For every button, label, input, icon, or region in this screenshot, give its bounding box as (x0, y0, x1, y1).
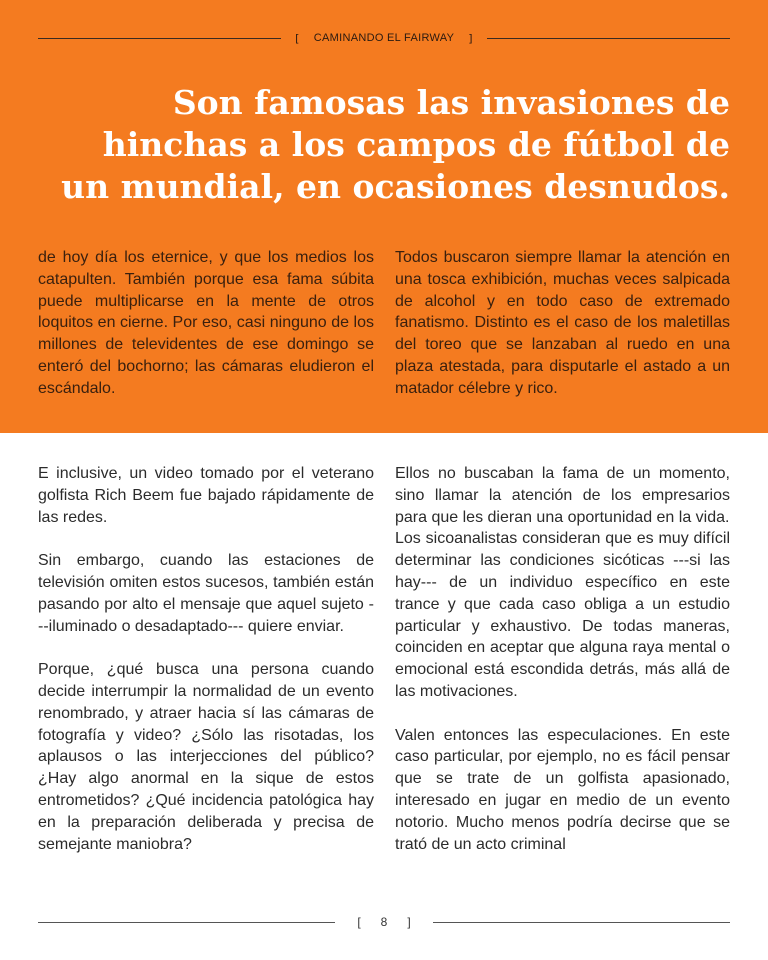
header-rule-left (38, 38, 281, 39)
header-rule-right (487, 38, 730, 39)
page-number: 8 (380, 915, 388, 929)
running-header (38, 28, 730, 48)
section-label (281, 32, 487, 45)
page-footer (38, 912, 730, 932)
footer-rule-left (38, 922, 335, 923)
paragraph: Sin embargo, cuando las estaciones de televisión omiten estos sucesos, también están pasando por alto el mensaje que aquel sujeto ---iluminado o desadaptado--- quiere enviar. (38, 552, 374, 635)
header-bracket-open: [ (295, 31, 300, 45)
section-name: CAMINANDO EL FAIRWAY (313, 32, 455, 44)
body-left-column (38, 463, 374, 855)
article-pull-quote (30, 82, 730, 208)
footer-bracket-close: ] (407, 915, 411, 929)
paragraph: Todos buscaron siempre llamar la atención en una tosca exhibición, muchas veces salpicada de alcohol y en todo caso de extremado fanatismo. Distinto es el caso de los maletillas del toreo que se lanzaban al ruedo en una plaza atestada, para disputarle el astado a un matador célebre y rico. (395, 249, 730, 397)
top-right-column (395, 247, 730, 400)
page-number-label (335, 915, 432, 929)
body-right-column (395, 463, 730, 855)
top-left-column (38, 247, 374, 400)
paragraph: de hoy día los eternice, y que los medios los catapulten. También porque esa fama súbita puede multiplicarse en la mente de otros loquitos en cierne. Por eso, casi ninguno de los millones de televidentes de ese domingo se enteró del bochorno; las cámaras eludieron el escándalo. (38, 249, 374, 397)
paragraph: Ellos no buscaban la fama de un momento, sino llamar la atención de los empresarios para que les dieran una oportunidad en la vida. (395, 465, 730, 526)
footer-rule-right (433, 922, 730, 923)
paragraph: E inclusive, un video tomado por el veterano golfista Rich Beem fue bajado rápidamente de las redes. (38, 465, 374, 526)
pull-quote-line: hinchas a los campos de fútbol de (102, 125, 730, 164)
paragraph: Porque, ¿qué busca una persona cuando decide interrumpir la normalidad de un evento renombrado, y atraer hacia sí las cámaras de fotografía y video? ¿Sólo las risotadas, los aplausos o las interjecciones del público? ¿Hay algo anormal en la sique de estos entrometidos? ¿Qué incidencia patológica hay en la preparación deliberada y precisa de semejante maniobra? (38, 661, 374, 853)
pull-quote-line: un mundial, en ocasiones desnudos. (61, 167, 730, 206)
paragraph: Los sicoanalistas consideran que es muy difícil determinar las condiciones sicóticas ---si las hay--- de un individuo específico en este trance y que cada caso obliga a un estudio particular y exhaustivo. De todas maneras, coinciden en aceptar que alguna raya mental o emocional está escondida detrás, más allá de las motivaciones. (395, 530, 730, 700)
footer-bracket-open: [ (357, 915, 361, 929)
header-bracket-close: ] (468, 31, 473, 45)
pull-quote-line: Son famosas las invasiones de (172, 83, 730, 122)
paragraph: Valen entonces las especulaciones. En este caso particular, por ejemplo, no es fácil pensar que se trate de un golfista apasionado, interesado en jugar en medio de un evento notorio. Mucho menos podría decirse que se trató de un acto criminal (395, 726, 730, 853)
